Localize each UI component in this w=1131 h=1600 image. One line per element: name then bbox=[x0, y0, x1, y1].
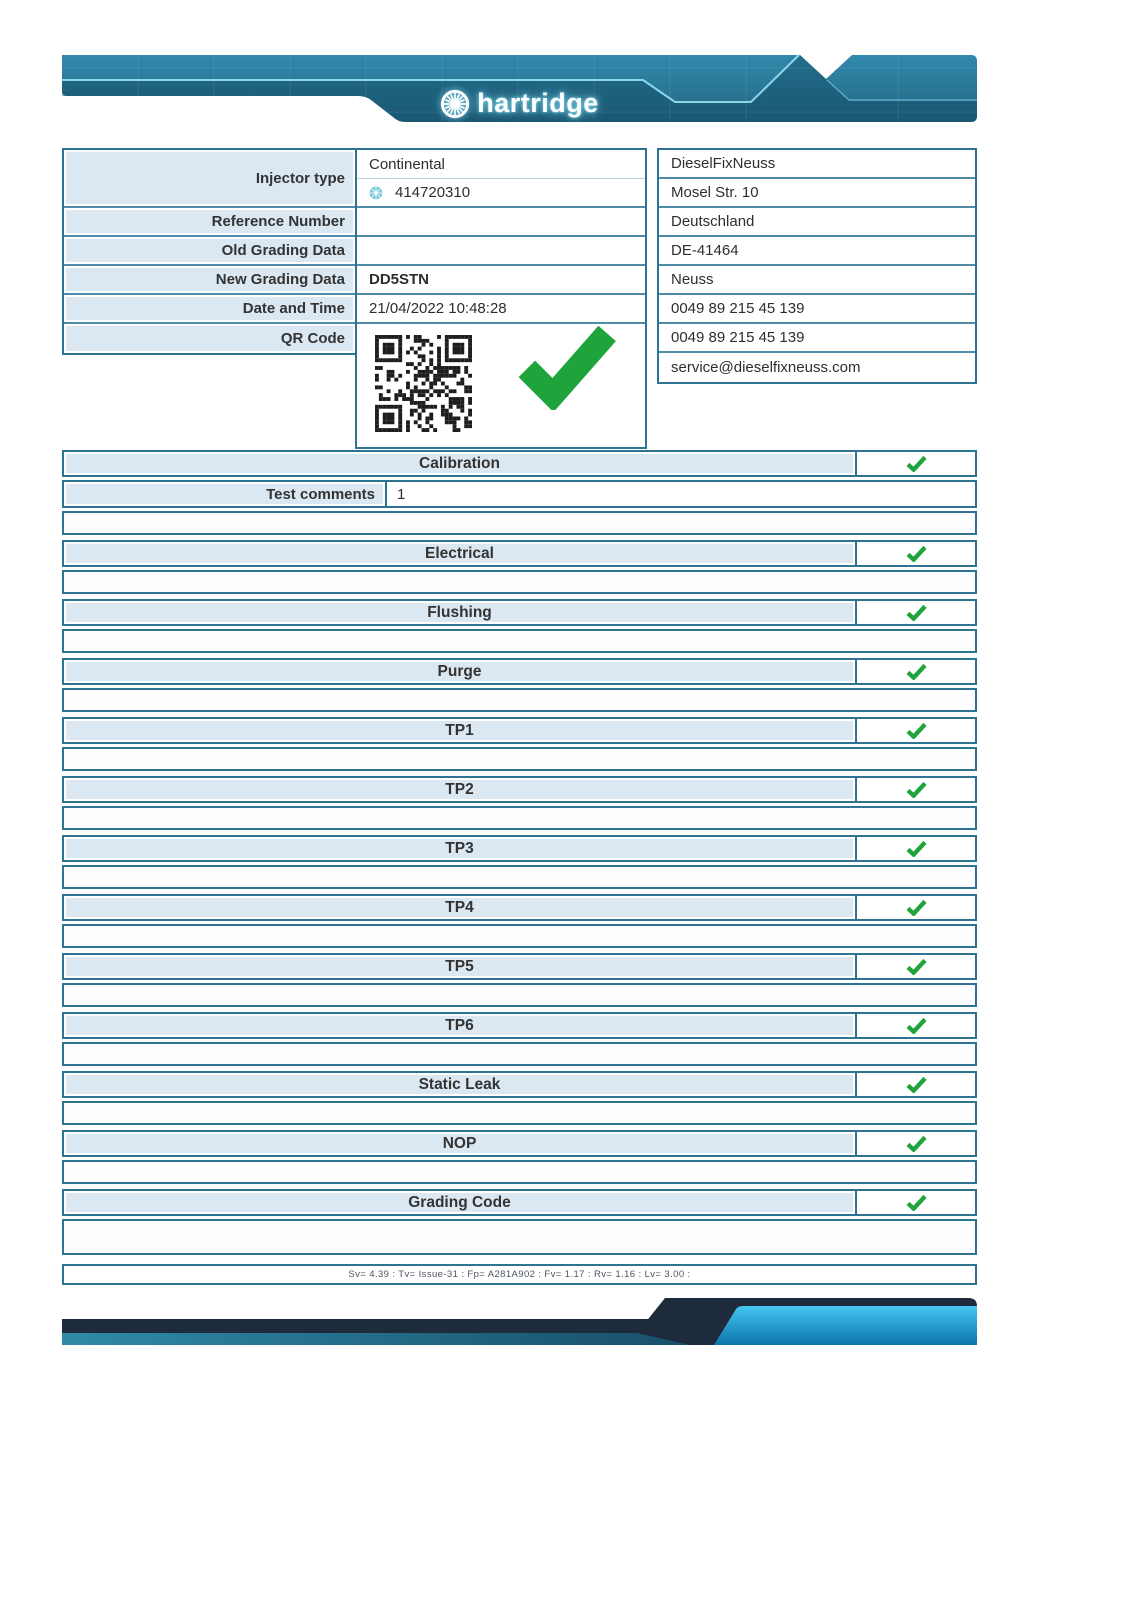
test-comments-row bbox=[62, 480, 977, 508]
section-grading-code bbox=[62, 1189, 977, 1255]
pass-check-icon bbox=[905, 722, 928, 739]
section-check-cell bbox=[855, 452, 975, 475]
section-header-row bbox=[62, 540, 977, 567]
section-header-row bbox=[62, 835, 977, 862]
section-spacer-row bbox=[62, 924, 977, 948]
section-check-cell bbox=[855, 542, 975, 565]
pass-check-icon bbox=[905, 1076, 928, 1093]
section-tp1 bbox=[62, 717, 977, 771]
section-spacer-row bbox=[62, 570, 977, 594]
section-check-cell bbox=[855, 778, 975, 801]
section-header-row bbox=[62, 894, 977, 921]
section-title: TP5 bbox=[64, 955, 855, 978]
pass-check-icon bbox=[905, 840, 928, 857]
section-spacer-row bbox=[62, 983, 977, 1007]
label-qr-code: QR Code bbox=[64, 324, 355, 353]
section-header-row bbox=[62, 658, 977, 685]
section-header-row bbox=[62, 776, 977, 803]
footer-banner bbox=[62, 1296, 977, 1348]
qr-pass-check-icon bbox=[515, 326, 619, 410]
customer-info-row: DieselFixNeuss bbox=[659, 150, 975, 179]
version-info-line: Sv= 4.39 : Tv= Issue-31 : Fp= A281A902 : Fv= 1.17 : Rv= 1.16 : Lv= 3.00 : bbox=[62, 1264, 977, 1285]
pass-check-icon bbox=[905, 1135, 928, 1152]
section-check-cell bbox=[855, 955, 975, 978]
section-header-row bbox=[62, 1071, 977, 1098]
customer-info-row: DE-41464 bbox=[659, 237, 975, 266]
injector-number-row bbox=[357, 179, 645, 208]
pass-check-icon bbox=[905, 781, 928, 798]
label-old-grading-data: Old Grading Data bbox=[64, 237, 355, 266]
reference-number-value bbox=[357, 208, 645, 237]
section-title: Electrical bbox=[64, 542, 855, 565]
section-check-cell bbox=[855, 601, 975, 624]
pass-check-icon bbox=[905, 663, 928, 680]
injector-wheel-icon bbox=[369, 186, 383, 200]
qr-code-cell bbox=[357, 324, 645, 447]
header-banner bbox=[62, 52, 977, 125]
section-title: NOP bbox=[64, 1132, 855, 1155]
pass-check-icon bbox=[905, 545, 928, 562]
section-title: Calibration bbox=[64, 452, 855, 475]
new-grading-value: DD5STN bbox=[357, 266, 645, 295]
section-title: TP1 bbox=[64, 719, 855, 742]
test-comments-label: Test comments bbox=[64, 482, 387, 506]
section-spacer-row bbox=[62, 629, 977, 653]
date-time-value: 21/04/2022 10:48:28 bbox=[357, 295, 645, 324]
section-static-leak bbox=[62, 1071, 977, 1125]
pass-check-icon bbox=[905, 958, 928, 975]
section-check-cell bbox=[855, 1014, 975, 1037]
old-grading-value bbox=[357, 237, 645, 266]
injector-number-value: 414720310 bbox=[395, 184, 471, 201]
customer-info-row: service@dieselfixneuss.com bbox=[659, 353, 975, 382]
section-tp3 bbox=[62, 835, 977, 889]
section-nop bbox=[62, 1130, 977, 1184]
section-title: TP2 bbox=[64, 778, 855, 801]
section-check-cell bbox=[855, 1191, 975, 1214]
section-spacer-row bbox=[62, 1219, 977, 1255]
section-header-row bbox=[62, 1189, 977, 1216]
pass-check-icon bbox=[905, 1194, 928, 1211]
section-check-cell bbox=[855, 896, 975, 919]
section-tp5 bbox=[62, 953, 977, 1007]
label-reference-number: Reference Number bbox=[64, 208, 355, 237]
injector-make-value: Continental bbox=[357, 150, 645, 179]
section-calibration bbox=[62, 450, 977, 535]
section-spacer-row bbox=[62, 1101, 977, 1125]
section-tp2 bbox=[62, 776, 977, 830]
section-title: Static Leak bbox=[64, 1073, 855, 1096]
info-label-column bbox=[62, 148, 355, 355]
section-header-row bbox=[62, 599, 977, 626]
section-header-row bbox=[62, 953, 977, 980]
section-title: Purge bbox=[64, 660, 855, 683]
customer-info-row: Deutschland bbox=[659, 208, 975, 237]
section-spacer-row bbox=[62, 688, 977, 712]
section-check-cell bbox=[855, 1132, 975, 1155]
section-check-cell bbox=[855, 837, 975, 860]
section-tp6 bbox=[62, 1012, 977, 1066]
section-spacer-row bbox=[62, 1160, 977, 1184]
section-header-row bbox=[62, 1012, 977, 1039]
section-purge bbox=[62, 658, 977, 712]
section-header-row bbox=[62, 450, 977, 477]
pass-check-icon bbox=[905, 899, 928, 916]
qr-code bbox=[375, 335, 472, 432]
section-check-cell bbox=[855, 719, 975, 742]
section-tp4 bbox=[62, 894, 977, 948]
customer-info-column bbox=[657, 148, 977, 384]
section-electrical bbox=[62, 540, 977, 594]
pass-check-icon bbox=[905, 1017, 928, 1034]
section-spacer-row bbox=[62, 511, 977, 535]
hartridge-logo-text: hartridge bbox=[477, 88, 599, 118]
section-header-row bbox=[62, 1130, 977, 1157]
customer-info-row: 0049 89 215 45 139 bbox=[659, 295, 975, 324]
section-spacer-row bbox=[62, 1042, 977, 1066]
section-check-cell bbox=[855, 660, 975, 683]
section-title: TP6 bbox=[64, 1014, 855, 1037]
section-spacer-row bbox=[62, 865, 977, 889]
section-title: Grading Code bbox=[64, 1191, 855, 1214]
injector-info-table bbox=[62, 148, 977, 448]
customer-info-row: Neuss bbox=[659, 266, 975, 295]
section-header-row bbox=[62, 717, 977, 744]
customer-info-row: 0049 89 215 45 139 bbox=[659, 324, 975, 353]
section-spacer-row bbox=[62, 806, 977, 830]
section-title: TP3 bbox=[64, 837, 855, 860]
customer-info-row: Mosel Str. 10 bbox=[659, 179, 975, 208]
test-comments-value: 1 bbox=[387, 482, 975, 506]
section-spacer-row bbox=[62, 747, 977, 771]
pass-check-icon bbox=[905, 455, 928, 472]
label-injector-type: Injector type bbox=[64, 150, 355, 208]
test-sections bbox=[62, 450, 977, 1285]
section-check-cell bbox=[855, 1073, 975, 1096]
label-date-and-time: Date and Time bbox=[64, 295, 355, 324]
section-title: TP4 bbox=[64, 896, 855, 919]
label-new-grading-data: New Grading Data bbox=[64, 266, 355, 295]
pass-check-icon bbox=[905, 604, 928, 621]
section-title: Flushing bbox=[64, 601, 855, 624]
section-flushing bbox=[62, 599, 977, 653]
info-value-column bbox=[355, 148, 647, 449]
